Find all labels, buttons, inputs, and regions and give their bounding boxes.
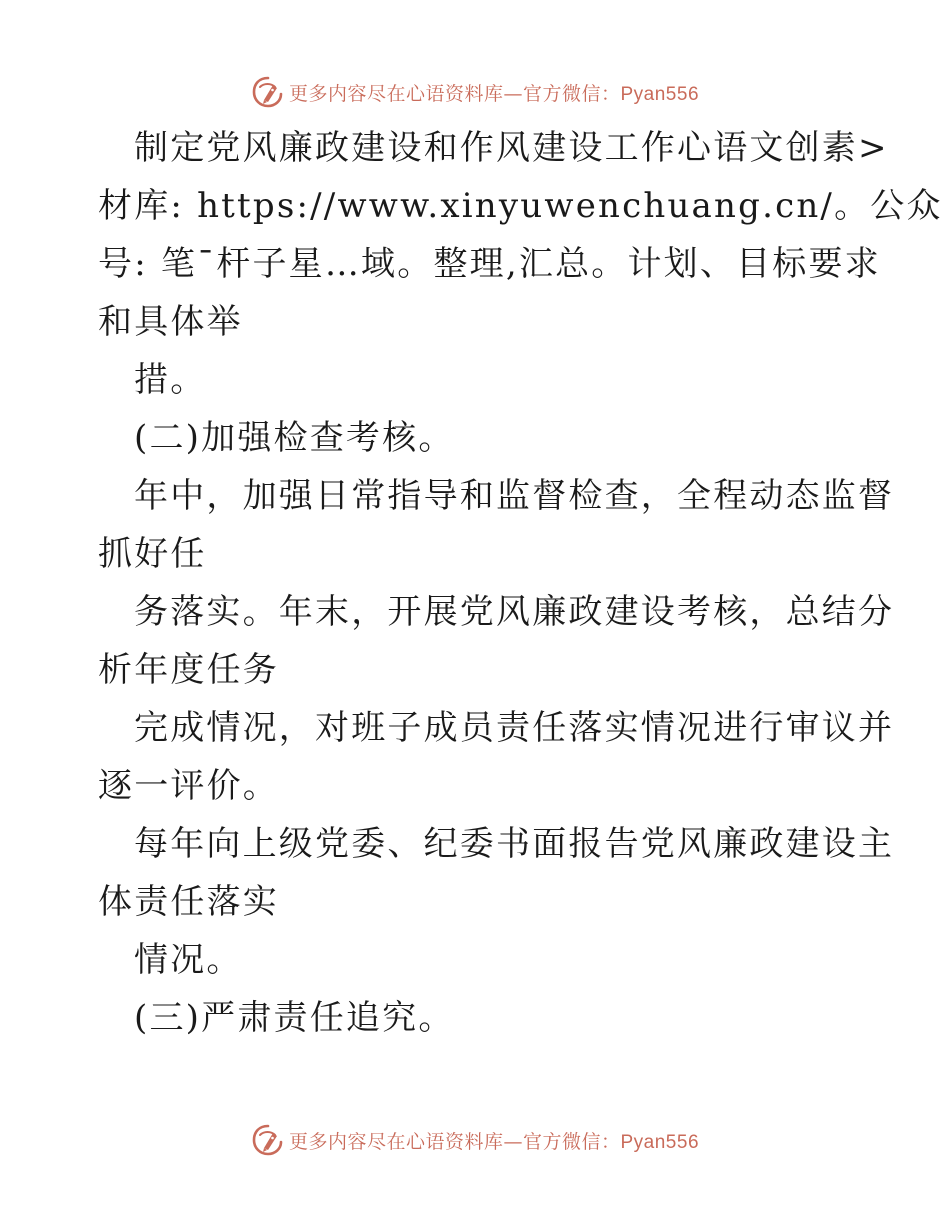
paragraph-line: 每年向上级党委、纪委书面报告党风廉政建设主 [134, 824, 895, 864]
section-heading: (三)严肃责任追究。 [134, 998, 455, 1038]
paragraph-line: 务落实。年末，开展党风廉政建设考核，总结分 [134, 592, 895, 632]
banner-text: 更多内容尽在心语资料库—官方微信：Pyan556 [288, 82, 700, 105]
paragraph-line: 逐一评价。 [98, 766, 279, 806]
paragraph-line: 抓好任 [98, 534, 207, 574]
paragraph-line: 制定党风廉政建设和作风建设工作心语文创素> [134, 128, 889, 168]
pen-nib-swirl-icon [251, 75, 285, 109]
paragraph-line: 措。 [134, 360, 207, 400]
paragraph-line: 完成情况，对班子成员责任落实情况进行审议并 [134, 708, 895, 748]
pen-nib-swirl-icon [251, 1123, 285, 1157]
footer-watermark-banner [0, 1120, 950, 1160]
paragraph-line: 体责任落实 [98, 882, 279, 922]
paragraph-line: 情况。 [134, 940, 243, 980]
paragraph-line: 年中，加强日常指导和监督检查，全程动态监督 [134, 476, 895, 516]
banner-text: 更多内容尽在心语资料库—官方微信：Pyan556 [288, 1130, 700, 1153]
section-heading: (二)加强检查考核。 [134, 418, 455, 458]
paragraph-line: 和具体举 [98, 302, 243, 342]
paragraph-line: 材库: https://www.xinyuwenchuang.cn/。公众 [98, 186, 943, 226]
paragraph-line: 号: 笔¯杆子星…域。整理,汇总。计划、目标要求 [98, 244, 881, 284]
header-watermark-banner [0, 72, 950, 112]
paragraph-line: 析年度任务 [98, 650, 279, 690]
